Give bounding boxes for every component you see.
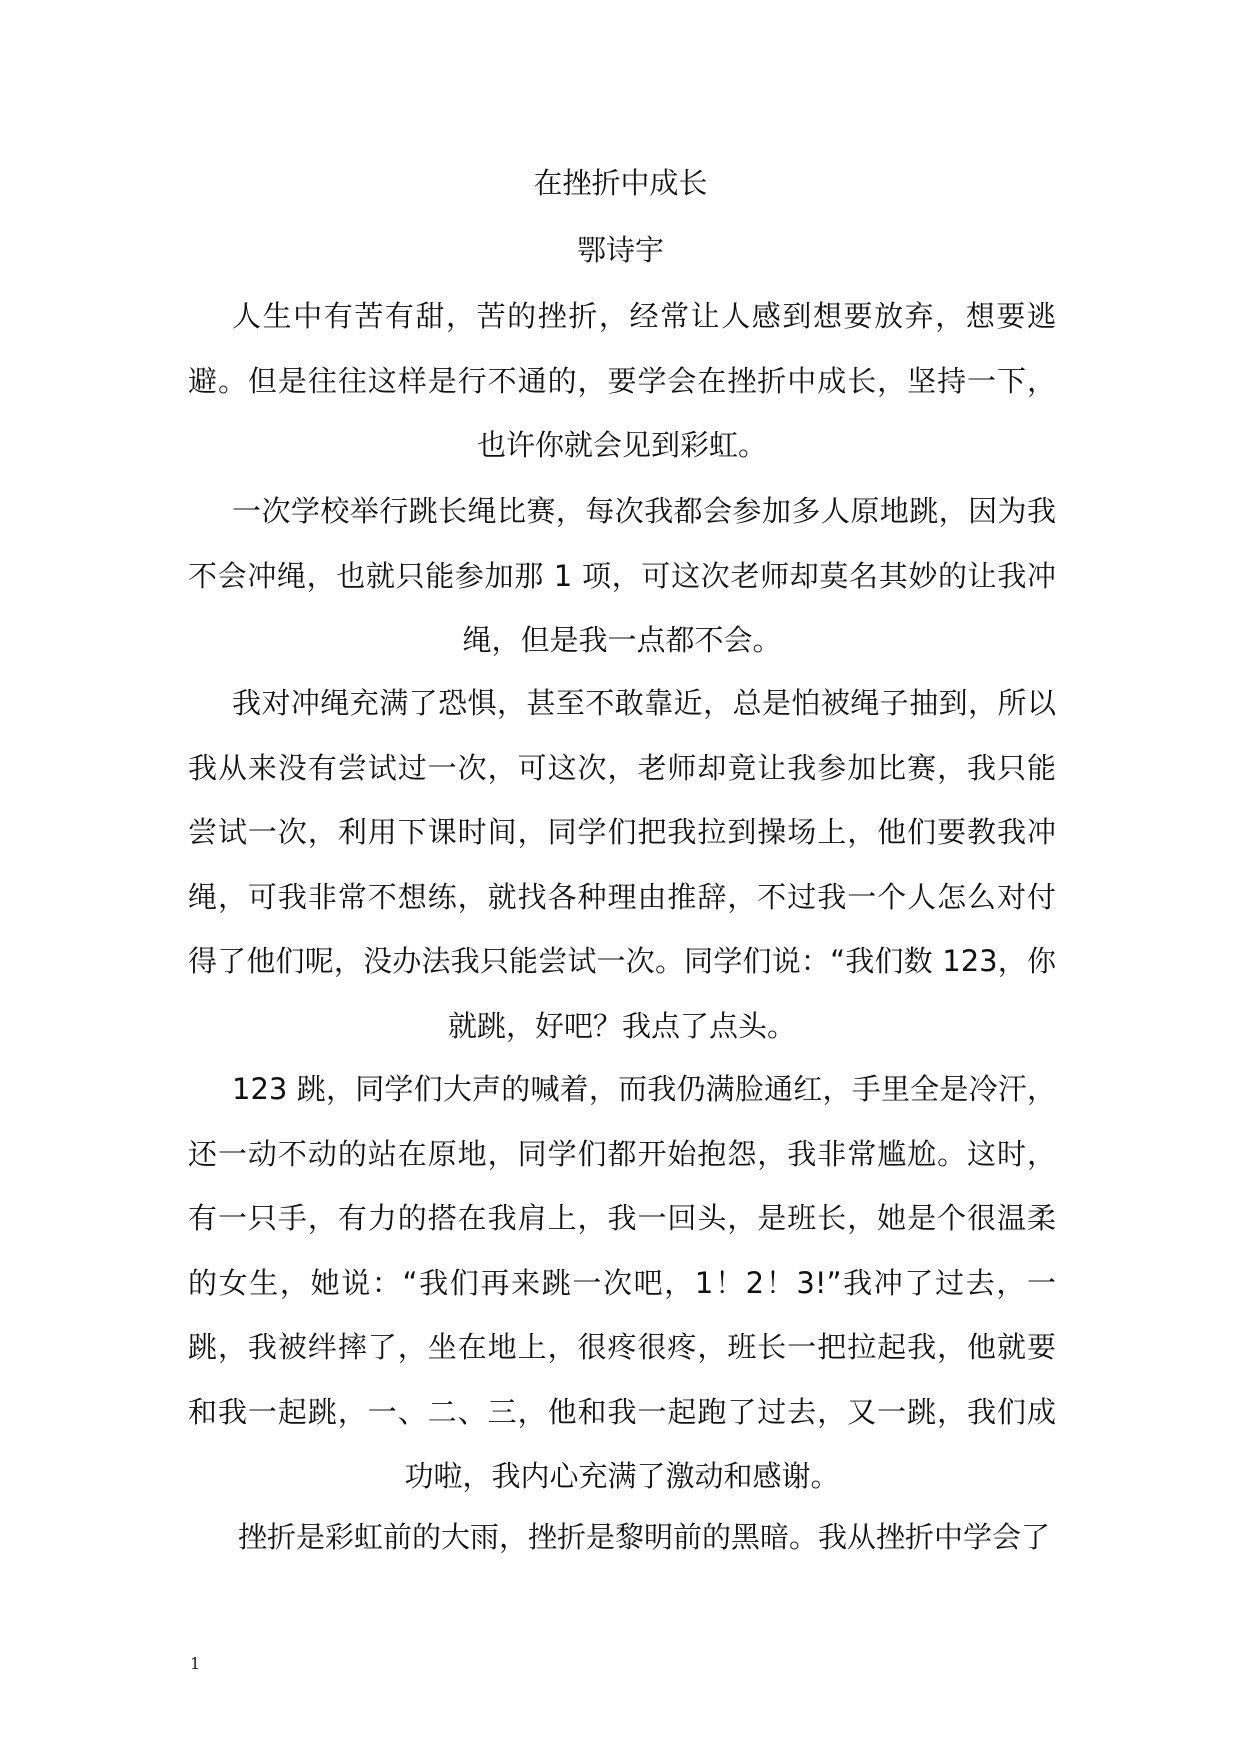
page-number: 1 [190,1654,201,1673]
essay-title: 在挫折中成长 [533,166,708,200]
essay-paragraph-2: 一次学校举行跳长绳比赛，每次我都会参加多人原地跳，因为我不会冲绳，也就只能参加那 1 项，可这次老师却莫名其妙的让我冲绳，但是我一点都不会。 [188,494,1056,657]
essay-paragraph-1: 人生中有苦有甜，苦的挫折，经常让人感到想要放弃，想要逃避。但是往往这样是行不通的，要学会在挫折中成长，坚持一下，也许你就会见到彩虹。 [188,299,1056,462]
essay-author: 鄂诗宇 [576,233,664,267]
essay-paragraph-3: 我对冲绳充满了恐惧，甚至不敢靠近，总是怕被绳子抽到，所以我从来没有尝试过一次，可这次，老师却竟让我参加比赛，我只能尝试一次，利用下课时间，同学们把我拉到操场上，他们要教我冲绳，可我非常不想练，就找各种理由推辞，不过我一个人怎么对付得了他们呢，没办法我只能尝试一次。同学们说：“我们数 123，你就跳，好吧？我点了点头。 [188,686,1056,1043]
essay-paragraph-5: 挫折是彩虹前的大雨，挫折是黎明前的黑暗。我从挫折中学会了 [237,1520,1050,1554]
essay-paragraph-4: 123 跳，同学们大声的喊着，而我仍满脸通红，手里全是冷汗，还一动不动的站在原地，同学们都开始抱怨，我非常尴尬。这时，有一只手，有力的搭在我肩上，我一回头，是班长，她是个很温柔的女生，她说：“我们再来跳一次吧，1！2！3!”我冲了过去，一跳，我被绊摔了，坐在地上，很疼很疼，班长一把拉起我，他就要和我一起跳，一、二、三，他和我一起跑了过去，又一跳，我们成功啦，我内心充满了激动和感谢。 [188,1072,1056,1493]
